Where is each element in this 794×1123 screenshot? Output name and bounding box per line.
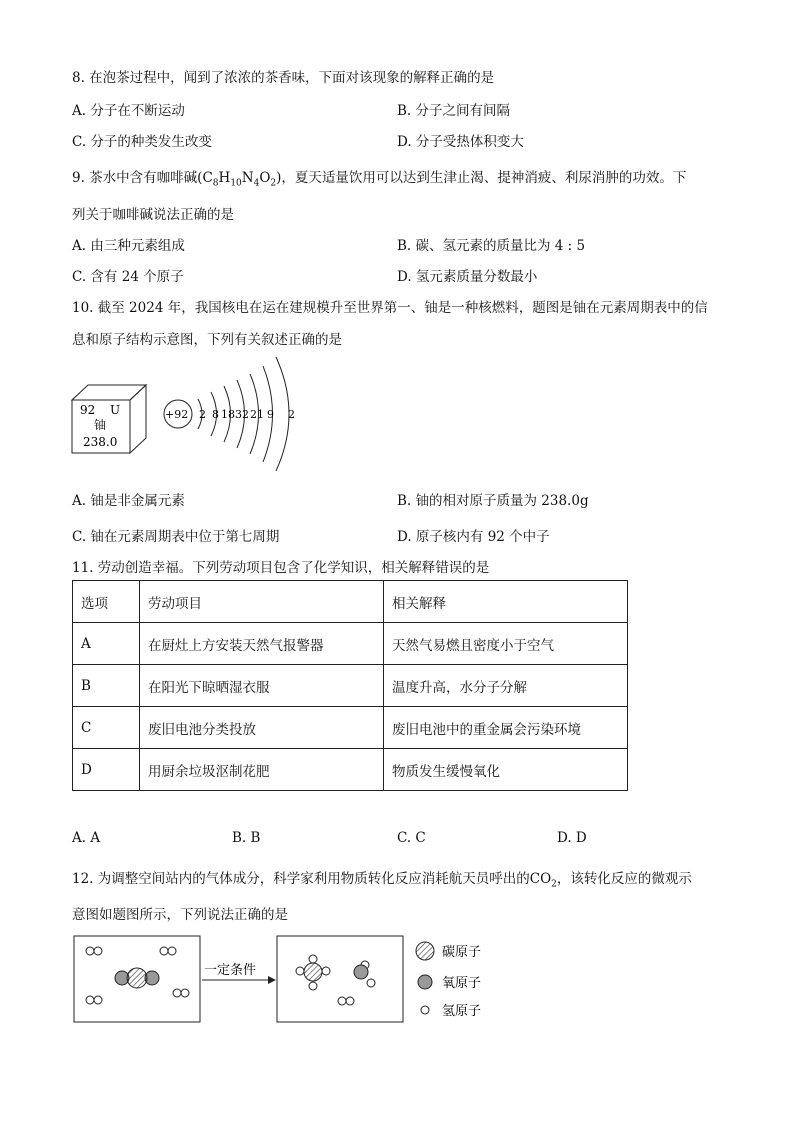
legend-oxygen: 氧原子 — [442, 976, 482, 991]
co2-formula: $CO_2$ — [529, 871, 557, 890]
shell-4: 32 — [235, 408, 249, 421]
shell-2: 8 — [212, 408, 219, 421]
q10-stem-line2: 息和原子结构示意图，下列有关叙述正确的是 — [72, 332, 342, 348]
q10-stem-line1: 10. 截至 2024 年，我国核电在运在建规模升至世界第一、铀是一种核燃料，题图是铀在元素周期表中的信 — [72, 300, 708, 316]
oxygen-atom-icon — [418, 975, 432, 989]
table-header-row — [73, 581, 628, 623]
atomic-number: 92 — [80, 403, 96, 417]
shell-5: 21 — [250, 408, 264, 421]
table-cell: 物质发生缓慢氧化 — [384, 749, 628, 791]
table-row — [73, 623, 628, 665]
q12-stem-line2: 意图如题图所示，下列说法正确的是 — [72, 907, 288, 923]
q8-option-b: B. 分子之间有间隔 — [397, 103, 511, 119]
q12-stem — [72, 867, 692, 890]
table-cell: 温度升高，水分子分解 — [384, 665, 628, 707]
q11-option-c: C. C — [397, 830, 426, 846]
q10-option-c: C. 铀在元素周期表中位于第七周期 — [72, 529, 280, 545]
q8-option-d: D. 分子受热体积变大 — [397, 134, 524, 150]
legend — [416, 942, 434, 1014]
hydrogen-atom-icon — [421, 1006, 429, 1014]
reaction-diagram — [70, 930, 520, 1030]
h2-molecule — [160, 947, 176, 955]
q11-table — [72, 580, 628, 791]
shell-7: 2 — [288, 408, 295, 421]
table-cell: 废旧电池分类投放 — [140, 707, 384, 749]
q8-option-c: C. 分子的种类发生改变 — [72, 134, 212, 150]
h2o-molecule — [354, 961, 375, 987]
table-cell: A — [73, 623, 140, 665]
table-cell: C — [73, 707, 140, 749]
header-explanation: 相关解释 — [384, 581, 628, 623]
q9-stem-post: ，夏天适量饮用可以达到生津止渴、提神消疲、利尿消肿的功效。下 — [281, 170, 687, 186]
table-cell: B — [73, 665, 140, 707]
table-cell: 在厨灶上方安装天然气报警器 — [140, 623, 384, 665]
q10-option-a: A. 铀是非金属元素 — [72, 493, 185, 509]
header-option: 选项 — [73, 581, 140, 623]
atomic-mass: 238.0 — [83, 435, 118, 449]
element-symbol: U — [110, 403, 121, 417]
nucleus-charge: +92 — [165, 408, 189, 421]
q9-option-b: B. 碳、氢元素的质量比为 4 : 5 — [397, 238, 586, 254]
q9-option-d: D. 氢元素质量分数最小 — [397, 269, 538, 285]
q11-option-d: D. D — [557, 830, 587, 846]
h2-molecule — [338, 997, 354, 1005]
carbon-atom-icon — [416, 942, 434, 960]
q11-option-b: B. B — [232, 830, 261, 846]
table-row — [73, 707, 628, 749]
q9-stem — [72, 166, 686, 189]
q9-option-c: C. 含有 24 个原子 — [72, 269, 184, 285]
arrow-head — [268, 976, 276, 984]
h2-molecule — [173, 989, 189, 997]
q9-stem-pre: 9. 茶水中含有咖啡碱 — [72, 170, 198, 186]
h2-molecule — [86, 996, 102, 1004]
ch4-molecule — [296, 955, 330, 990]
header-project: 劳动项目 — [140, 581, 384, 623]
q11-stem: 11. 劳动创造幸福。下列劳动项目包含了化学知识，相关解释错误的是 — [72, 560, 490, 576]
table-cell: 用厨余垃圾沤制花肥 — [140, 749, 384, 791]
products-box — [277, 936, 403, 1022]
element-name: 铀 — [94, 418, 107, 432]
legend-hydrogen: 氢原子 — [442, 1004, 482, 1019]
table-cell: 废旧电池中的重金属会污染环境 — [384, 707, 628, 749]
reaction-condition: 一定条件 — [204, 963, 257, 978]
q9-stem-line2: 列关于咖啡碱说法正确的是 — [72, 207, 234, 223]
element-cell — [72, 385, 146, 453]
caffeine-formula: $(C_8H_{10}N_4O_2)$ — [197, 170, 282, 189]
table-row — [73, 665, 628, 707]
q12-stem-post: ，该转化反应的微观示 — [556, 871, 692, 887]
q11-option-a: A. A — [72, 830, 101, 846]
table-cell: D — [73, 749, 140, 791]
table-row — [73, 749, 628, 791]
shell-6: 9 — [267, 408, 274, 421]
table-cell: 天然气易燃且密度小于空气 — [384, 623, 628, 665]
q10-option-d: D. 原子核内有 92 个中子 — [397, 529, 550, 545]
uranium-figure — [66, 352, 316, 478]
shell-1: 2 — [199, 408, 206, 421]
q8-stem: 8. 在泡茶过程中，闻到了浓浓的茶香味，下面对该现象的解释正确的是 — [72, 70, 495, 86]
q10-option-b: B. 铀的相对原子质量为 238.0g — [397, 493, 589, 509]
table-cell: 在阳光下晾晒湿衣服 — [140, 665, 384, 707]
co2-molecule — [115, 968, 159, 988]
q12-stem-pre: 12. 为调整空间站内的气体成分，科学家利用物质转化反应消耗航天员呼出的 — [72, 871, 530, 887]
h2-molecule — [86, 947, 102, 955]
atom-structure — [164, 357, 295, 471]
q9-option-a: A. 由三种元素组成 — [72, 238, 185, 254]
legend-carbon: 碳原子 — [442, 945, 482, 960]
shell-3: 18 — [221, 408, 235, 421]
q8-option-a: A. 分子在不断运动 — [72, 103, 185, 119]
